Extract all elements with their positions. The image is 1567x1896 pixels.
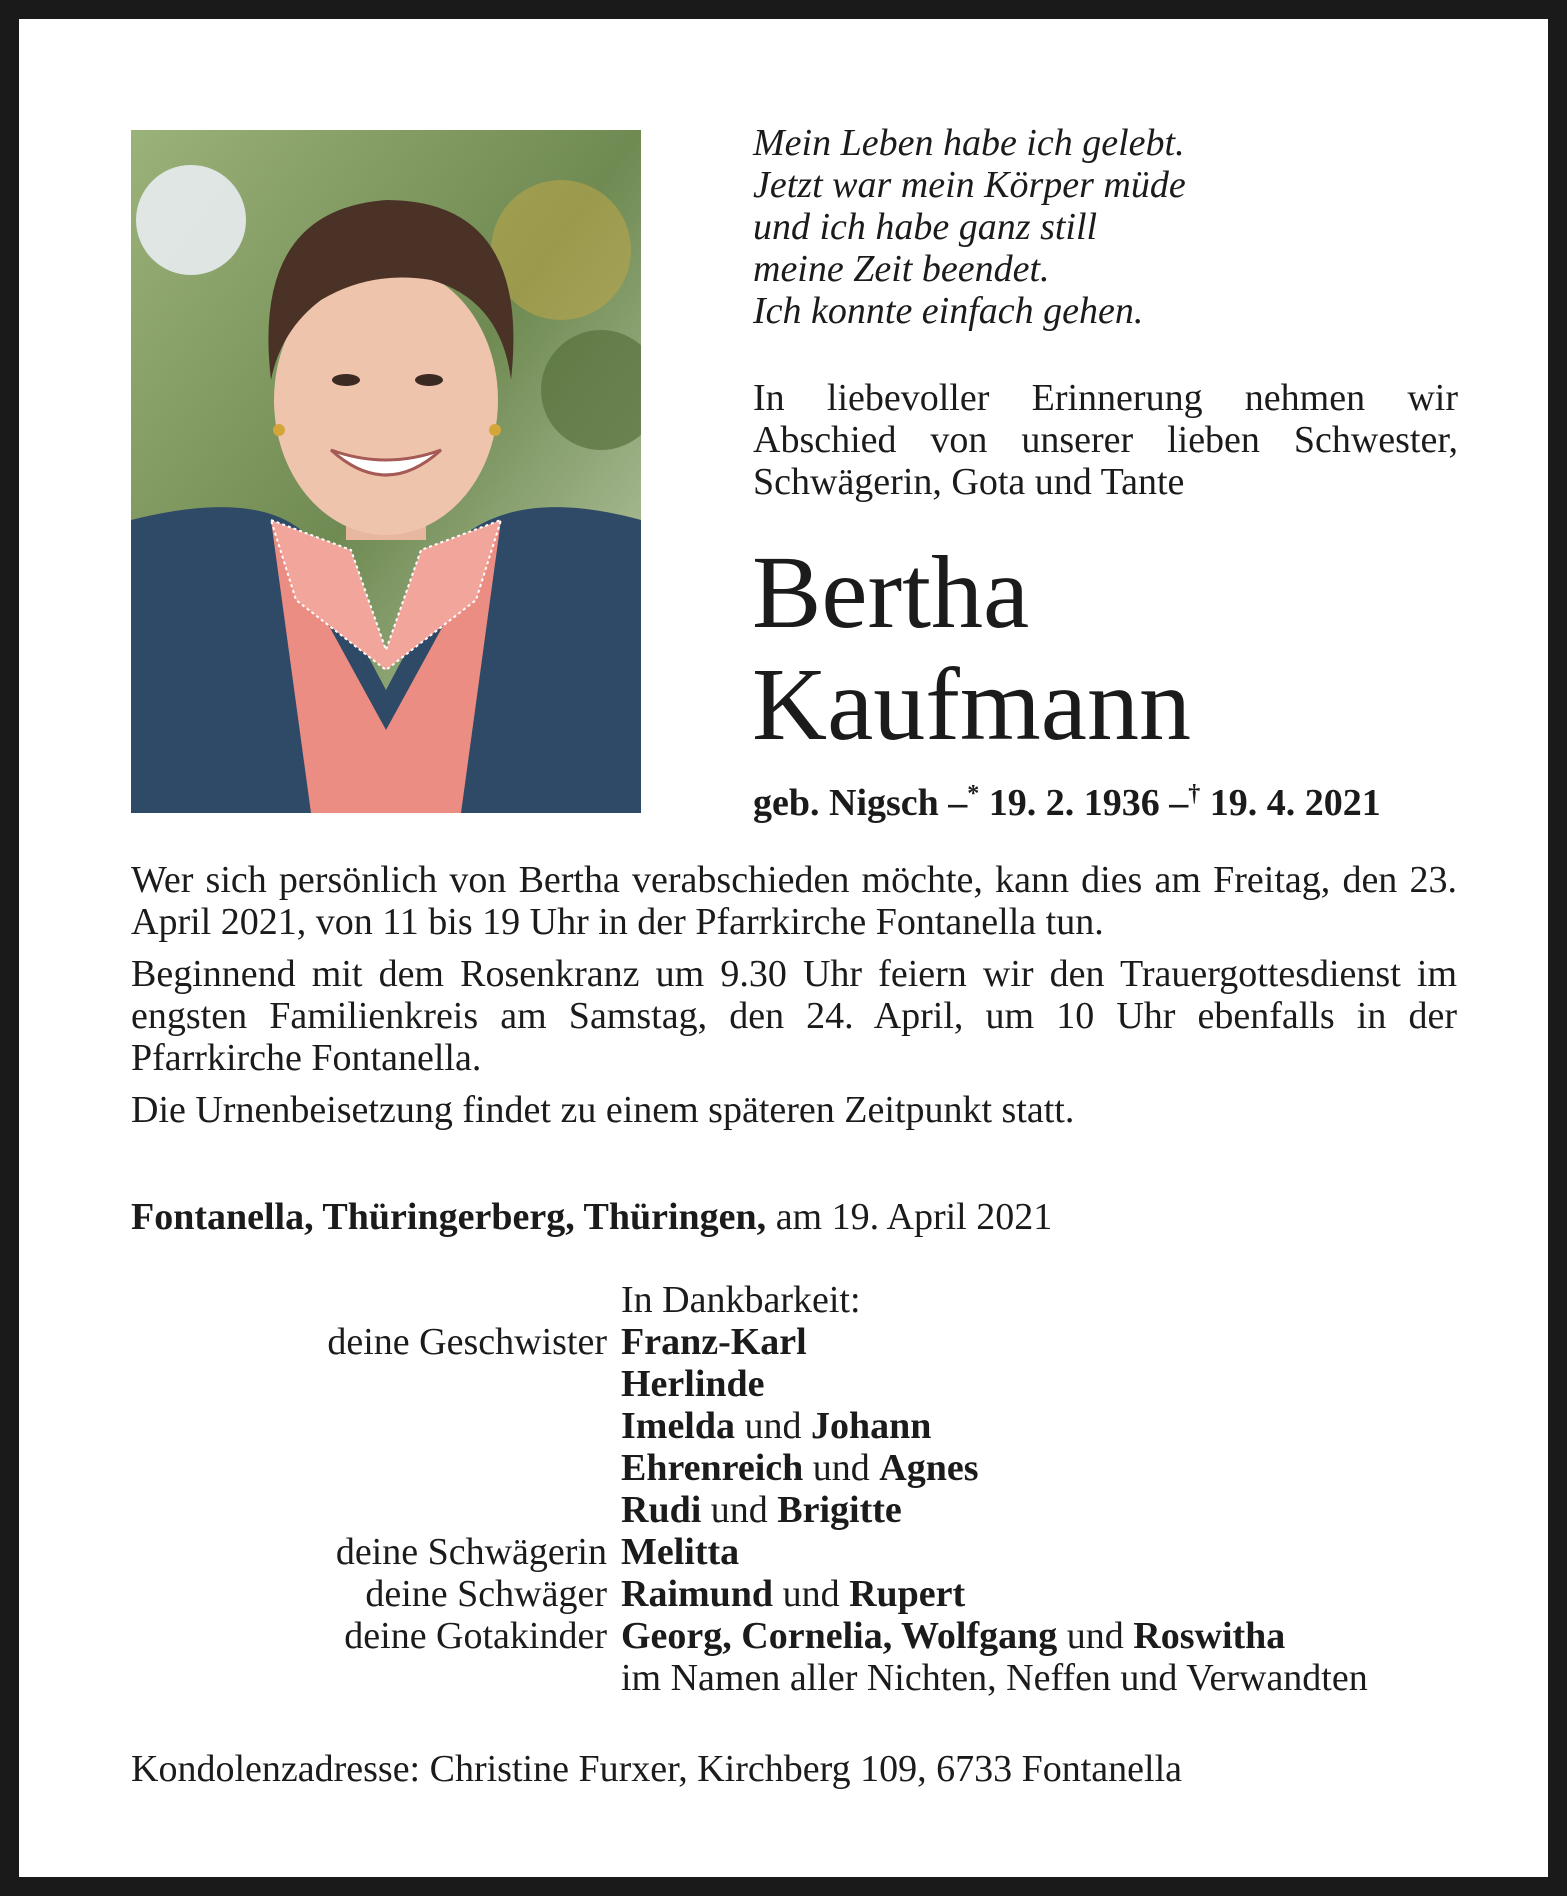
poem-line: Ich konnte einfach gehen. bbox=[753, 290, 1144, 332]
dash: – bbox=[948, 782, 968, 824]
body-paragraph: Beginnend mit dem Rosenkranz um 9.30 Uhr feiern wir den Trauergottesdienst im engsten Familienkreis am Samstag, den 24. April, um 10 Uhr ebenfalls in der Pfarrkirche Fontanella. bbox=[131, 953, 1457, 1079]
place-date bbox=[131, 1195, 1431, 1239]
relation-label: deine Gotakinder bbox=[344, 1615, 607, 1657]
list-item bbox=[131, 1363, 1461, 1405]
thanks-heading: In Dankbarkeit: bbox=[621, 1279, 861, 1321]
list-item bbox=[131, 1279, 1461, 1321]
announcement-date: am 19. April 2021 bbox=[775, 1196, 1053, 1238]
intro-text: In liebevoller Erinnerung nehmen wir Abschied von unserer lieben Schwester, Schwägerin, Gota und Tante bbox=[753, 377, 1458, 503]
body-paragraph: Die Urnenbeisetzung findet zu einem späteren Zeitpunkt statt. bbox=[131, 1089, 1075, 1131]
mourner-name: Brigitte bbox=[777, 1489, 902, 1531]
poem bbox=[753, 122, 1453, 332]
mourner-name: Roswitha bbox=[1133, 1615, 1286, 1657]
announcement-body bbox=[131, 859, 1457, 1141]
maiden-name: geb. Nigsch bbox=[753, 782, 939, 824]
life-dates bbox=[753, 771, 1473, 826]
portrait-photo bbox=[131, 130, 641, 813]
body-paragraph: Wer sich persönlich von Bertha verabschieden möchte, kann dies am Freitag, den 23. April 2021, von 11 bis 19 Uhr in der Pfarrkirche Fontanella tun. bbox=[131, 859, 1457, 943]
relation-label: deine Schwäger bbox=[365, 1573, 607, 1615]
mourner-name: Ehrenreich bbox=[621, 1447, 804, 1489]
mourner-name: Franz-Karl bbox=[621, 1321, 807, 1363]
list-item bbox=[131, 1321, 1461, 1363]
mourner-name: Imelda bbox=[621, 1405, 735, 1447]
mourners-list bbox=[131, 1279, 1461, 1699]
obituary-page bbox=[19, 19, 1548, 1877]
mourner-name: Georg, Cornelia, Wolfgang bbox=[621, 1615, 1058, 1657]
list-item bbox=[131, 1573, 1461, 1615]
relation-label: deine Schwägerin bbox=[335, 1531, 607, 1573]
dash: – bbox=[1169, 782, 1189, 824]
conjunction: und bbox=[1066, 1615, 1124, 1657]
mourner-name: Rupert bbox=[849, 1573, 966, 1615]
mourner-name: Rudi bbox=[621, 1489, 702, 1531]
portrait-icon bbox=[131, 130, 641, 813]
deceased-name bbox=[752, 537, 1512, 761]
relatives-footer: im Namen aller Nichten, Neffen und Verwandten bbox=[621, 1657, 1368, 1699]
last-name: Kaufmann bbox=[752, 647, 1191, 762]
poem-line: und ich habe ganz still bbox=[753, 206, 1098, 248]
conjunction: und bbox=[812, 1447, 870, 1489]
death-date: 19. 4. 2021 bbox=[1209, 782, 1381, 824]
list-item bbox=[131, 1531, 1461, 1573]
mourner-name: Melitta bbox=[621, 1531, 740, 1573]
conjunction: und bbox=[744, 1405, 802, 1447]
death-symbol: † bbox=[1188, 781, 1201, 807]
places: Fontanella, Thüringerberg, Thüringen, bbox=[131, 1196, 767, 1238]
mourner-name: Herlinde bbox=[621, 1363, 765, 1405]
list-item bbox=[131, 1657, 1461, 1699]
relation-label: deine Geschwister bbox=[327, 1321, 607, 1363]
birth-date: 19. 2. 1936 bbox=[988, 782, 1160, 824]
list-item bbox=[131, 1447, 1461, 1489]
mourner-name: Johann bbox=[811, 1405, 932, 1447]
poem-line: Mein Leben habe ich gelebt. bbox=[753, 122, 1185, 164]
birth-symbol: * bbox=[967, 781, 980, 807]
mourner-name: Agnes bbox=[879, 1447, 979, 1489]
first-name: Bertha bbox=[752, 535, 1030, 650]
conjunction: und bbox=[710, 1489, 768, 1531]
list-item bbox=[131, 1405, 1461, 1447]
condolence-address: Kondolenzadresse: Christine Furxer, Kirchberg 109, 6733 Fontanella bbox=[131, 1748, 1182, 1790]
list-item bbox=[131, 1489, 1461, 1531]
poem-line: Jetzt war mein Körper müde bbox=[753, 164, 1186, 206]
poem-line: meine Zeit beendet. bbox=[753, 248, 1050, 290]
list-item bbox=[131, 1615, 1461, 1657]
mourner-name: Raimund bbox=[621, 1573, 774, 1615]
conjunction: und bbox=[782, 1573, 840, 1615]
